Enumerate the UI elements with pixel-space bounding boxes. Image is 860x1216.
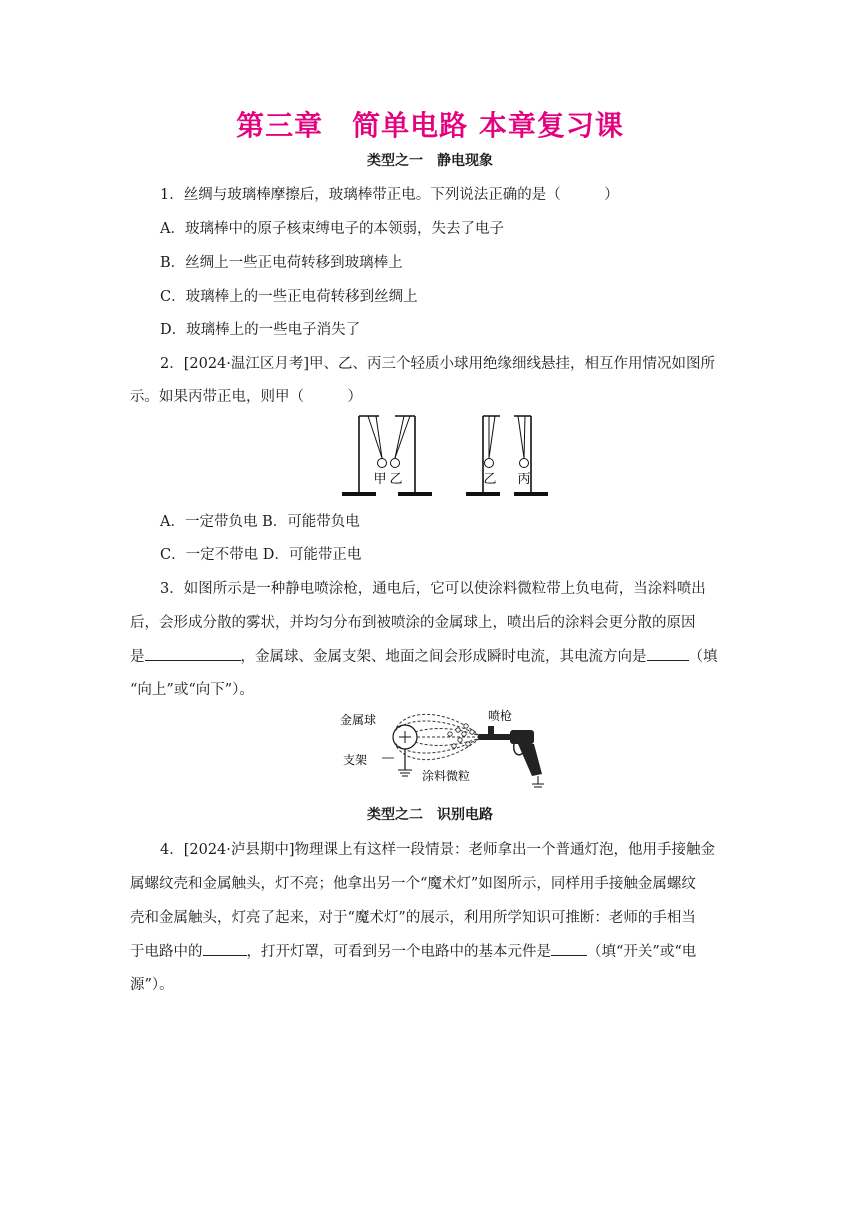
- q3-line4: “向上”或“向下”）。: [130, 682, 254, 698]
- q3-line3-b: ，金属球、金属支架、地面之间会形成瞬时电流，其电流方向是: [240, 649, 647, 665]
- q3-label-gun: 喷枪: [488, 709, 513, 723]
- q4-line2: 属螺纹壳和金属触头，灯不亮；他拿出另一个“魔术灯”如图所示，同样用手接触金属螺纹: [130, 876, 696, 892]
- q3-figure-spray-gun: [338, 704, 558, 792]
- q1-stem: 1．丝绸与玻璃棒摩擦后，玻璃棒带正电。下列说法正确的是（ ）: [160, 187, 619, 203]
- q4-line3: 壳和金属触头，灯亮了起来，对于“魔术灯”的展示，利用所学知识可推断：老师的手相当: [130, 910, 696, 926]
- page-title: 第三章 简单电路 本章复习课: [236, 109, 624, 142]
- q2-figure-balls: [338, 408, 558, 500]
- q1-option-c: C．玻璃棒上的一些正电荷转移到丝绸上: [160, 289, 418, 305]
- q2-label-jia: 甲: [373, 472, 387, 487]
- q3-line3: [130, 645, 718, 666]
- q2-label-yi-1: 乙: [389, 472, 403, 487]
- q2-label-yi-2: 乙: [483, 472, 497, 487]
- q3-line3-a: 是: [130, 649, 145, 665]
- q1-option-d: D．玻璃棒上的一些电子消失了: [160, 322, 361, 338]
- q4-line4-a: 于电路中的: [130, 944, 203, 960]
- q2-stem-line1: 2．[2024·温江区月考]甲、乙、丙三个轻质小球用绝缘细线悬挂，相互作用情况如图所: [160, 356, 716, 372]
- q3-label-particles: 涂料微粒: [422, 769, 471, 783]
- q4-line1: 4．[2024·泸县期中]物理课上有这样一段情景：老师拿出一个普通灯泡，他用手接触金: [160, 842, 716, 858]
- q4-blank-hand[interactable]: [203, 941, 247, 956]
- q3-line3-c: （填: [688, 649, 718, 665]
- q4-blank-component[interactable]: [551, 941, 587, 956]
- q4-line4-b: ，打开灯罩，可看到另一个电路中的基本元件是: [246, 944, 551, 960]
- q3-blank-reason[interactable]: [145, 646, 241, 661]
- q3-label-stand: 支架: [343, 753, 368, 767]
- q4-line5: 源”）。: [130, 977, 174, 993]
- q1-option-a: A．玻璃棒中的原子核束缚电子的本领弱，失去了电子: [160, 221, 504, 237]
- q2-options-ab: A．一定带负电 B．可能带负电: [160, 514, 360, 530]
- q4-line4: [130, 940, 696, 961]
- q3-blank-direction[interactable]: [647, 646, 689, 661]
- q3-label-ball: 金属球: [340, 713, 377, 727]
- q3-line2: 后，会形成分散的雾状，并均匀分布到被喷涂的金属球上，喷出后的涂料会更分散的原因: [130, 615, 696, 631]
- q3-line1: 3．如图所示是一种静电喷涂枪，通电后，它可以使涂料微粒带上负电荷，当涂料喷出: [160, 581, 706, 597]
- section-heading-1: 类型之一 静电现象: [367, 153, 493, 169]
- q1-option-b: B．丝绸上一些正电荷转移到玻璃棒上: [160, 255, 403, 271]
- q2-stem-line2: 示。如果丙带正电，则甲（ ）: [130, 389, 362, 405]
- q4-line4-c: （填“开关”或“电: [587, 944, 697, 960]
- section-heading-2: 类型之二 识别电路: [367, 807, 493, 823]
- q2-label-bing: 丙: [517, 472, 531, 487]
- q2-options-cd: C．一定不带电 D．可能带正电: [160, 547, 362, 563]
